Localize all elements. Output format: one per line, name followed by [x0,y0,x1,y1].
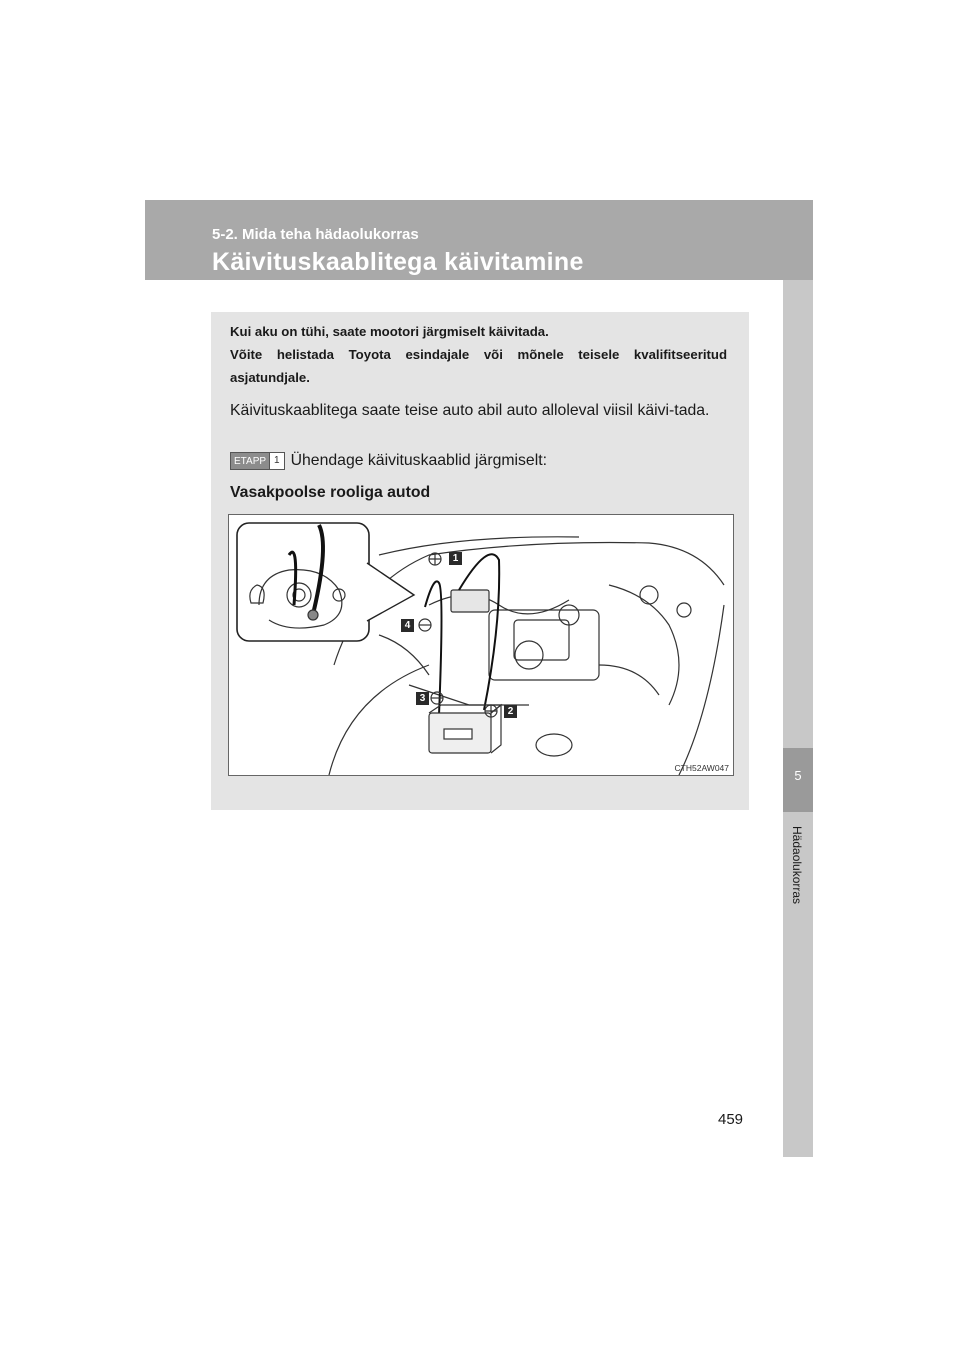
step-text: Ühendage käivituskaablid järgmiselt: [290,452,548,469]
page-number: 459 [718,1111,744,1128]
engine-bay-illustration [228,514,734,776]
callout-2: 2 [504,705,517,718]
step-row [230,452,547,470]
intro-line-1: Kui aku on tühi, saate mootori järgmiselt käivitada. [230,324,549,339]
intro-note [230,320,727,389]
callout-3: 3 [416,692,429,705]
page-title: Käivituskaablitega käivitamine [212,248,584,276]
figure-code: CTH52AW047 [674,763,729,773]
section-label: 5-2. Mida teha hädaolukorras [212,226,419,243]
body-paragraph: Käivituskaablitega saate teise auto abil auto alloleval viisil käivi-tada. [230,402,710,419]
step-badge [230,452,285,470]
callout-1: 1 [449,552,462,565]
callout-4: 4 [401,619,414,632]
intro-line-2: Võite helistada Toyota esindajale või mõnele teisele kvalifitseeritud asjatundjale. [230,347,727,385]
step-badge-number: 1 [269,453,284,469]
chapter-tab [783,280,813,1157]
jump-start-diagram [229,515,733,775]
chapter-name: Hädaolukorras [790,826,804,905]
step-badge-label: ETAPP [234,455,267,467]
subheading: Vasakpoolse rooliga autod [230,484,431,501]
chapter-number: 5 [794,768,802,783]
